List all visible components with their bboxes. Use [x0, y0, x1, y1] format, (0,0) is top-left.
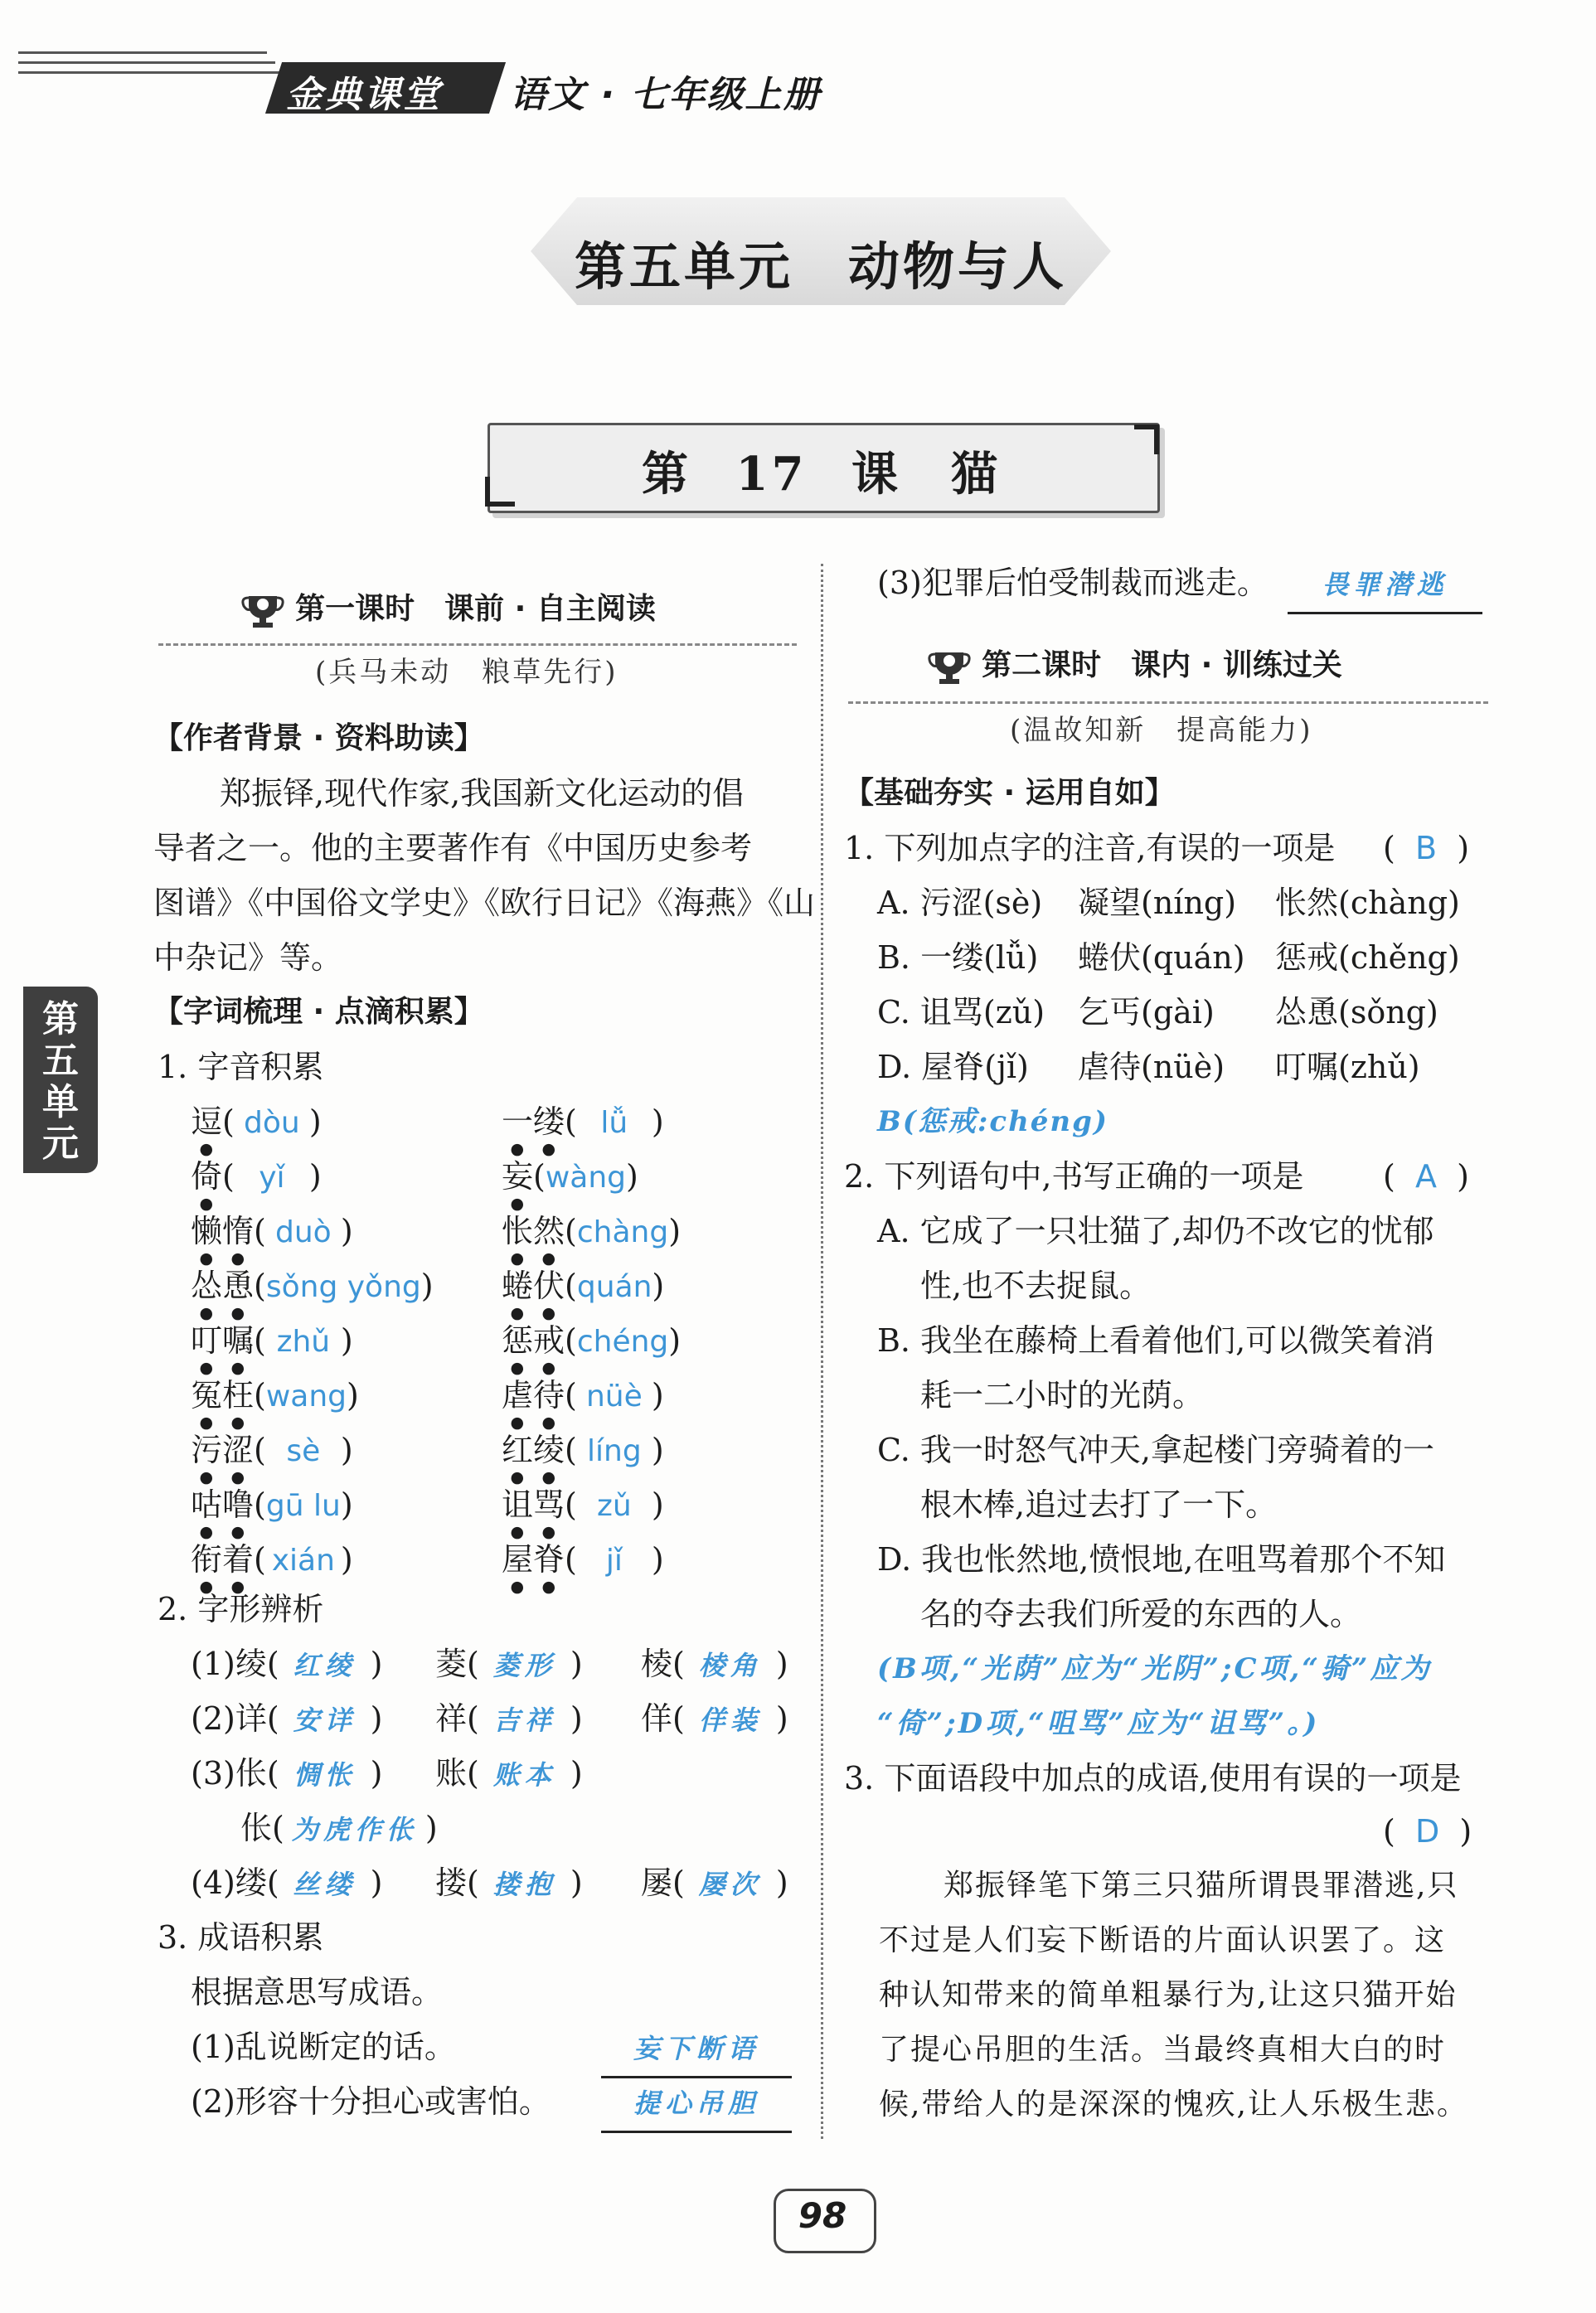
pinyin-answer: jǐ [605, 1544, 623, 1578]
passage-line: 种认知带来的简单粗暴行为,让这只猫开始 [879, 1978, 1458, 2012]
pinyin-word: 懒惰 [191, 1213, 255, 1249]
passage-line: 了提心吊胆的生活。当最终真相大白的时 [879, 2033, 1447, 2067]
pinyin-answer: zhǔ [276, 1325, 331, 1359]
glyph-row: 佯( 佯装 ) [641, 1691, 788, 1748]
section-title: 第一课时 课前 · 自主阅读 [295, 592, 656, 626]
answer-bracket: ( D ) [1383, 1813, 1472, 1850]
pinyin-item: 诅骂( zǔ ) [502, 1477, 664, 1541]
glyph-answer: 红绫 [293, 1650, 357, 1681]
pinyin-answer: lǚ [600, 1106, 628, 1140]
question-title: 3. 成语积累 [158, 1919, 324, 1956]
glyph-row: 账( 账本 ) [435, 1746, 583, 1802]
idiom-answer-line [1288, 555, 1482, 614]
glyph-answer: 屡次 [698, 1869, 762, 1900]
pinyin-answer: sǒng yǒng [265, 1270, 421, 1304]
passage-line: 不过是人们妄下断语的片面认识罢了。这 [879, 1923, 1447, 1957]
pinyin-word: 冤枉 [191, 1377, 255, 1414]
glyph-answer: 棱角 [698, 1650, 762, 1681]
trophy-icon [927, 649, 972, 686]
pinyin-answer: chàng [576, 1215, 669, 1249]
option-item: 蜷伏(quán) [1078, 939, 1245, 976]
glyph-char: (2)详( [191, 1700, 279, 1737]
option-line: D. 我也怅然地,愤恨地,在咀骂着那个不知 [877, 1541, 1446, 1578]
author-line: 图谱》《中国俗文学史》《欧行日记》《海燕》《山 [153, 885, 816, 921]
pinyin-word: 红绫 [502, 1432, 565, 1468]
pinyin-item: 蜷伏(quán) [502, 1258, 664, 1322]
question-stem: 3. 下面语段中加点的成语,使用有误的一项是 [844, 1760, 1462, 1797]
option-item: 怅然(chàng) [1275, 885, 1460, 921]
pinyin-word: 叮嘱 [191, 1322, 255, 1359]
glyph-answer: 账本 [492, 1759, 556, 1791]
glyph-char: (3)伥( [191, 1755, 279, 1792]
idiom-answer-line [601, 2074, 792, 2133]
idiom-answer: 畏罪潜逃 [1288, 557, 1482, 614]
author-line: 郑振铎,现代作家,我国新文化运动的倡 [220, 775, 745, 812]
passage-line: 郑振铎笔下第三只猫所谓畏罪潜逃,只 [944, 1869, 1459, 1903]
glyph-char: 佯( [641, 1700, 685, 1737]
option-line: C. 我一时怒气冲天,拿起楼门旁骑着的一 [877, 1432, 1434, 1468]
option-line: 根木棒,追过去打了一下。 [920, 1486, 1278, 1523]
glyph-row: 棱( 棱角 ) [641, 1637, 788, 1693]
glyph-answer: 丝缕 [293, 1869, 357, 1900]
pinyin-answer: wang [265, 1380, 347, 1414]
glyph-answer: 菱形 [492, 1650, 556, 1681]
answer-bracket: ( A ) [1383, 1158, 1469, 1195]
section-heading [240, 580, 656, 637]
pinyin-answer: gū lu [265, 1489, 341, 1523]
pinyin-word: 咕噜 [191, 1486, 255, 1523]
basic-heading: 【基础夯实 · 运用自如】 [844, 776, 1175, 810]
page-number: 98 [798, 2195, 847, 2236]
pinyin-answer: chéng [576, 1325, 669, 1359]
glyph-row: 伥( 为虎作伥 ) [240, 1801, 438, 1857]
idiom-question: (1)乱说断定的话。 [191, 2029, 456, 2065]
pinyin-word: 屋脊 [502, 1541, 565, 1578]
pinyin-item: 冤枉(wang) [191, 1368, 359, 1432]
pinyin-item: 怅然(chàng) [502, 1204, 681, 1268]
glyph-answer: 安详 [293, 1704, 357, 1736]
pinyin-word: 虐待 [502, 1377, 565, 1414]
pinyin-item: 咕噜(gū lu) [191, 1477, 353, 1541]
option-line: B. 我坐在藤椅上看着他们,可以微笑着消 [877, 1322, 1435, 1359]
glyph-char: 伥( [240, 1810, 284, 1846]
section-motto: (温故知新 提高能力) [1010, 714, 1313, 747]
pinyin-answer: xián [271, 1544, 335, 1578]
section-heading [927, 637, 1342, 693]
option-item: D. 屋脊(jǐ) [877, 1049, 1029, 1085]
pinyin-answer: sè [286, 1434, 321, 1468]
glyph-char: 棱( [641, 1646, 685, 1682]
glyph-row: 搂( 搂抱 ) [435, 1855, 583, 1912]
pinyin-answer: líng [587, 1434, 642, 1468]
pinyin-answer: yǐ [259, 1161, 285, 1195]
option-item: 怂恿(sǒng) [1275, 994, 1438, 1030]
pinyin-answer: duò [274, 1215, 332, 1249]
pinyin-item: 惩戒(chéng) [502, 1313, 681, 1377]
pinyin-item: 叮嘱( zhǔ ) [191, 1313, 353, 1377]
option-line: 名的夺去我们所爱的东西的人。 [920, 1596, 1362, 1632]
glyph-answer: 吉祥 [492, 1704, 556, 1736]
pinyin-answer: dòu [243, 1106, 300, 1140]
pinyin-item: 懒惰( duò ) [191, 1204, 353, 1268]
glyph-char: 祥( [435, 1700, 479, 1737]
section-title: 第二课时 课内 · 训练过关 [982, 648, 1342, 682]
pinyin-item: 衔着( xián ) [191, 1532, 353, 1596]
pinyin-item: 倚( yǐ ) [191, 1149, 322, 1213]
column-divider [821, 564, 823, 2139]
passage-line: 候,带给人的是深深的愧疚,让人乐极生悲。 [879, 2088, 1468, 2121]
glyph-row: (3)伥( 惆怅 ) [191, 1746, 382, 1802]
brand-name: 金典课堂 [286, 74, 442, 116]
glyph-row: (1)绫( 红绫 ) [191, 1637, 382, 1693]
question-title: 2. 字形辨析 [158, 1591, 324, 1627]
answer-note: B(惩戒:chéng) [877, 1105, 1109, 1138]
pinyin-item: 虐待( nüè ) [502, 1368, 664, 1432]
section-motto: (兵马未动 粮草先行) [315, 656, 619, 689]
idiom-question: (2)形容十分担心或害怕。 [191, 2083, 551, 2120]
pinyin-word: 蜷伏 [502, 1268, 565, 1304]
pinyin-word: 倚 [191, 1158, 223, 1195]
pinyin-word: 怅然 [502, 1213, 565, 1249]
side-tab-label: 第五单元 [42, 998, 79, 1165]
pinyin-answer: nüè [585, 1380, 643, 1414]
glyph-char: (1)绫( [191, 1646, 279, 1682]
option-item: 叮嘱(zhǔ) [1275, 1049, 1420, 1085]
question-stem: 2. 下列语句中,书写正确的一项是 [844, 1158, 1304, 1195]
pinyin-item: 红绫( líng ) [502, 1423, 664, 1486]
header-decoration [18, 51, 284, 109]
question-title: 1. 字音积累 [158, 1049, 324, 1085]
glyph-row: (4)缕( 丝缕 ) [191, 1855, 382, 1912]
glyph-row: 祥( 吉祥 ) [435, 1691, 583, 1748]
pinyin-word: 惩戒 [502, 1322, 565, 1359]
book-subject: 语文 · 七年级上册 [510, 74, 822, 116]
pinyin-item: 妄(wàng) [502, 1149, 638, 1213]
answer-letter: A [1414, 1158, 1437, 1195]
pinyin-word: 怂恿 [191, 1268, 255, 1304]
option-item: C. 诅骂(zǔ) [877, 994, 1045, 1030]
answer-letter: B [1414, 830, 1438, 866]
author-line: 导者之一。他的主要著作有《中国历史参考 [153, 830, 753, 866]
glyph-row: (2)详( 安详 ) [191, 1691, 382, 1748]
answer-note: “倚”;D项,“咀骂”应为“诅骂”。) [877, 1707, 1320, 1740]
question-intro: 根据意思写成语。 [191, 1974, 444, 2010]
pinyin-word: 衔着 [191, 1541, 255, 1578]
option-item: 虐待(nüè) [1078, 1049, 1225, 1085]
idiom-answer-line [601, 2020, 792, 2078]
pinyin-word: 妄 [502, 1158, 534, 1195]
glyph-answer: 佯装 [698, 1704, 762, 1736]
glyph-answer: 为虎作伥 [291, 1814, 418, 1845]
glyph-char: 账( [435, 1755, 479, 1792]
option-line: 耗一二小时的光荫。 [920, 1377, 1205, 1414]
answer-bracket: ( B ) [1383, 830, 1470, 866]
idiom-answer: 妄下断语 [601, 2021, 792, 2078]
glyph-answer: 搂抱 [492, 1869, 556, 1900]
words-heading: 【字词梳理 · 点滴积累】 [153, 995, 484, 1029]
option-line: 性,也不去捉鼠。 [920, 1268, 1152, 1304]
option-item: A. 污涩(sè) [877, 885, 1043, 921]
pinyin-word: 污涩 [191, 1432, 255, 1468]
pinyin-item: 污涩( sè ) [191, 1423, 353, 1486]
pinyin-answer: wàng [545, 1161, 627, 1195]
option-item: 乞丐(gài) [1078, 994, 1215, 1030]
glyph-char: 搂( [435, 1864, 479, 1901]
glyph-row: 屡( 屡次 ) [641, 1855, 788, 1912]
pinyin-word: 诅骂 [502, 1486, 565, 1523]
idiom-answer: 提心吊胆 [601, 2076, 792, 2133]
trophy-icon [240, 593, 285, 629]
glyph-row: 菱( 菱形 ) [435, 1637, 583, 1693]
pinyin-item: 逗( dòu ) [191, 1094, 322, 1158]
option-item: 惩戒(chěng) [1275, 939, 1460, 976]
unit-title: 第五单元 动物与人 [574, 236, 1067, 297]
author-heading: 【作者背景 · 资料助读】 [153, 721, 484, 755]
glyph-char: (4)缕( [191, 1864, 279, 1901]
pinyin-item: 屋脊( jǐ ) [502, 1532, 664, 1596]
answer-note: (B项,“光荫”应为“光阴”;C项,“骑”应为 [877, 1652, 1432, 1685]
glyph-answer: 惆怅 [293, 1759, 357, 1791]
lesson-title: 第 17 课 猫 [642, 447, 1001, 502]
pinyin-item: 怂恿(sǒng yǒng) [191, 1258, 434, 1322]
option-item: 凝望(níng) [1078, 885, 1237, 921]
glyph-char: 菱( [435, 1646, 479, 1682]
pinyin-answer: quán [576, 1270, 652, 1304]
pinyin-word: 逗 [191, 1103, 223, 1140]
question-stem: 1. 下列加点字的注音,有误的一项是 [844, 830, 1336, 866]
answer-letter: D [1414, 1813, 1440, 1850]
option-line: A. 它成了一只壮猫了,却仍不改它的忧郁 [877, 1213, 1434, 1249]
idiom-question: (3)犯罪后怕受制裁而逃走。 [877, 565, 1269, 601]
pinyin-answer: zǔ [596, 1489, 632, 1523]
pinyin-word: 一缕 [502, 1103, 565, 1140]
glyph-char: 屡( [641, 1864, 685, 1901]
option-item: B. 一缕(lǚ) [877, 939, 1039, 976]
author-line: 中杂记》等。 [153, 939, 343, 976]
pinyin-item: 一缕( lǚ ) [502, 1094, 664, 1158]
